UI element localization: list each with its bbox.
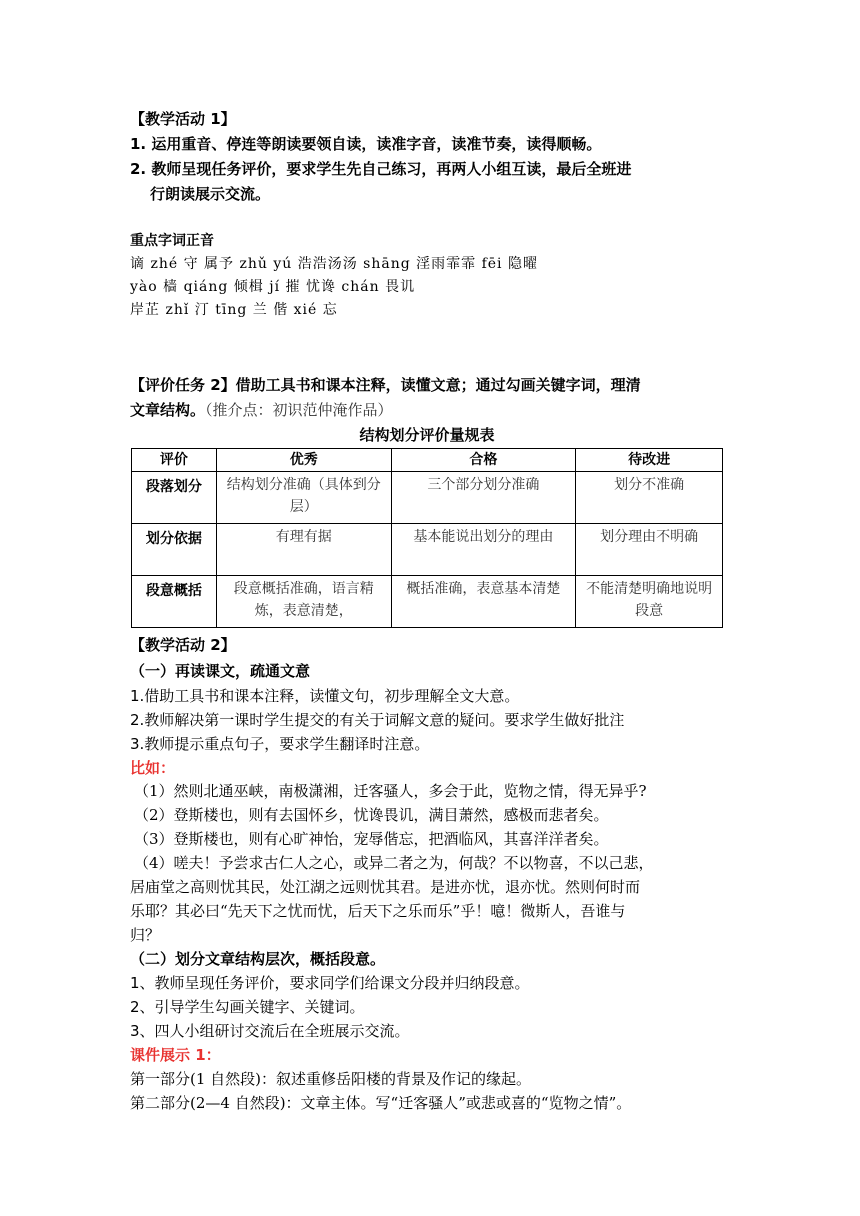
rubric-cell: 段意概括准确，语言精炼，表意清楚， xyxy=(216,576,391,628)
section2-item: 1、教师呈现任务评价，要求同学们给课文分段并归纳段意。 xyxy=(130,974,530,992)
rubric-cell: 有理有据 xyxy=(216,524,391,576)
activity2-heading: 【教学活动 2】 xyxy=(130,636,236,654)
example-label: 比如： xyxy=(130,759,176,777)
activity2-section-2: （二）划分文章结构层次，概括段意。 xyxy=(130,950,386,968)
pronunciation-line-3: 岸芷 zhǐ 汀 tīng 兰 偕 xié 忘 xyxy=(130,302,338,318)
rubric-header-cell: 待改进 xyxy=(576,449,723,472)
example-sentence-cont: 乐耶？其必曰“先天下之忧而忧，后天下之乐而乐”乎！噫！微斯人，吾谁与 xyxy=(130,902,626,920)
rubric-row xyxy=(132,472,723,524)
rubric-row-label: 划分依据 xyxy=(132,524,217,576)
rubric-cell: 结构划分准确（具体到分层） xyxy=(216,472,391,524)
task2-line-2 xyxy=(130,399,393,421)
rubric-header-cell: 优秀 xyxy=(216,449,391,472)
example-sentence: （4）嗟夫！予尝求古仁人之心，或异二者之为，何哉？不以物喜，不以己悲， xyxy=(134,854,654,872)
activity1-item-1: 1. 运用重音、停连等朗读要领自读，读准字音，读准节奏，读得顺畅。 xyxy=(130,135,602,153)
activity1-item-2-cont: 行朗读展示交流。 xyxy=(150,185,271,203)
courseware-label: 课件展示 1： xyxy=(130,1046,221,1064)
example-sentence: （3）登斯楼也，则有心旷神怡，宠辱偕忘，把酒临风，其喜洋洋者矣。 xyxy=(134,830,609,848)
rubric-row xyxy=(132,576,723,628)
rubric-cell: 划分不准确 xyxy=(576,472,723,524)
section2-item: 3、四人小组研讨交流后在全班展示交流。 xyxy=(130,1022,410,1040)
rubric-cell: 不能清楚明确地说明段意 xyxy=(576,576,723,628)
section1-item: 1.借助工具书和课本注释，读懂文句，初步理解全文大意。 xyxy=(130,687,520,705)
section2-item: 2、引导学生勾画关键字、关键词。 xyxy=(130,998,365,1016)
structure-part: 第二部分(2—4 自然段)：文章主体。写“迁客骚人”或悲或喜的“览物之情”。 xyxy=(130,1094,632,1112)
structure-part: 第一部分(1 自然段)：叙述重修岳阳楼的背景及作记的缘起。 xyxy=(130,1070,532,1088)
rubric-header-cell: 评价 xyxy=(132,449,217,472)
task2-line-2-bold: 文章结构。 xyxy=(130,401,206,419)
rubric-row-label: 段意概括 xyxy=(132,576,217,628)
example-sentence-cont: 居庙堂之高则忧其民，处江湖之远则忧其君。是进亦忧，退亦忧。然则何时而 xyxy=(130,878,641,896)
pronunciation-line-2: yào 樯 qiáng 倾楫 jí 摧 忧谗 chán 畏讥 xyxy=(130,279,416,295)
rubric-cell: 划分理由不明确 xyxy=(576,524,723,576)
example-sentence-cont: 归？ xyxy=(130,926,161,944)
rubric-row xyxy=(132,524,723,576)
rubric-title: 结构划分评价量规表 xyxy=(359,426,495,444)
pronunciation-line-1: 谪 zhé 守 属予 zhǔ yú 浩浩汤汤 shāng 淫雨霏霏 fēi 隐曜 xyxy=(130,256,538,272)
section1-item: 2.教师解决第一课时学生提交的有关于词解文意的疑问。要求学生做好批注 xyxy=(130,711,625,729)
rubric-cell: 概括准确，表意基本清楚 xyxy=(391,576,576,628)
example-sentence: （1）然则北通巫峡，南极潇湘，迁客骚人，多会于此，览物之情，得无异乎? xyxy=(134,782,647,800)
rubric-row-label: 段落划分 xyxy=(132,472,217,524)
activity1-heading: 【教学活动 1】 xyxy=(130,110,236,128)
section1-item: 3.教师提示重点句子，要求学生翻译时注意。 xyxy=(130,735,430,753)
task2-line-1: 【评价任务 2】借助工具书和课本注释，读懂文意；通过勾画关键字词，理清 xyxy=(130,376,641,394)
activity1-item-2: 2. 教师呈现任务评价，要求学生先自己练习，再两人小组互读，最后全班进 xyxy=(130,160,632,178)
rubric-table xyxy=(131,448,723,628)
rubric-header-cell: 合格 xyxy=(391,449,576,472)
pronunciation-heading: 重点字词正音 xyxy=(130,233,214,249)
rubric-cell: 基本能说出划分的理由 xyxy=(391,524,576,576)
example-sentence: （2）登斯楼也，则有去国怀乡，忧谗畏讥，满目萧然，感极而悲者矣。 xyxy=(134,806,609,824)
task2-note: （推介点：初识范仲淹作品） xyxy=(205,401,393,419)
activity2-section-1: （一）再读课文，疏通文意 xyxy=(130,662,311,680)
rubric-cell: 三个部分划分准确 xyxy=(391,472,576,524)
rubric-header-row xyxy=(132,449,723,472)
